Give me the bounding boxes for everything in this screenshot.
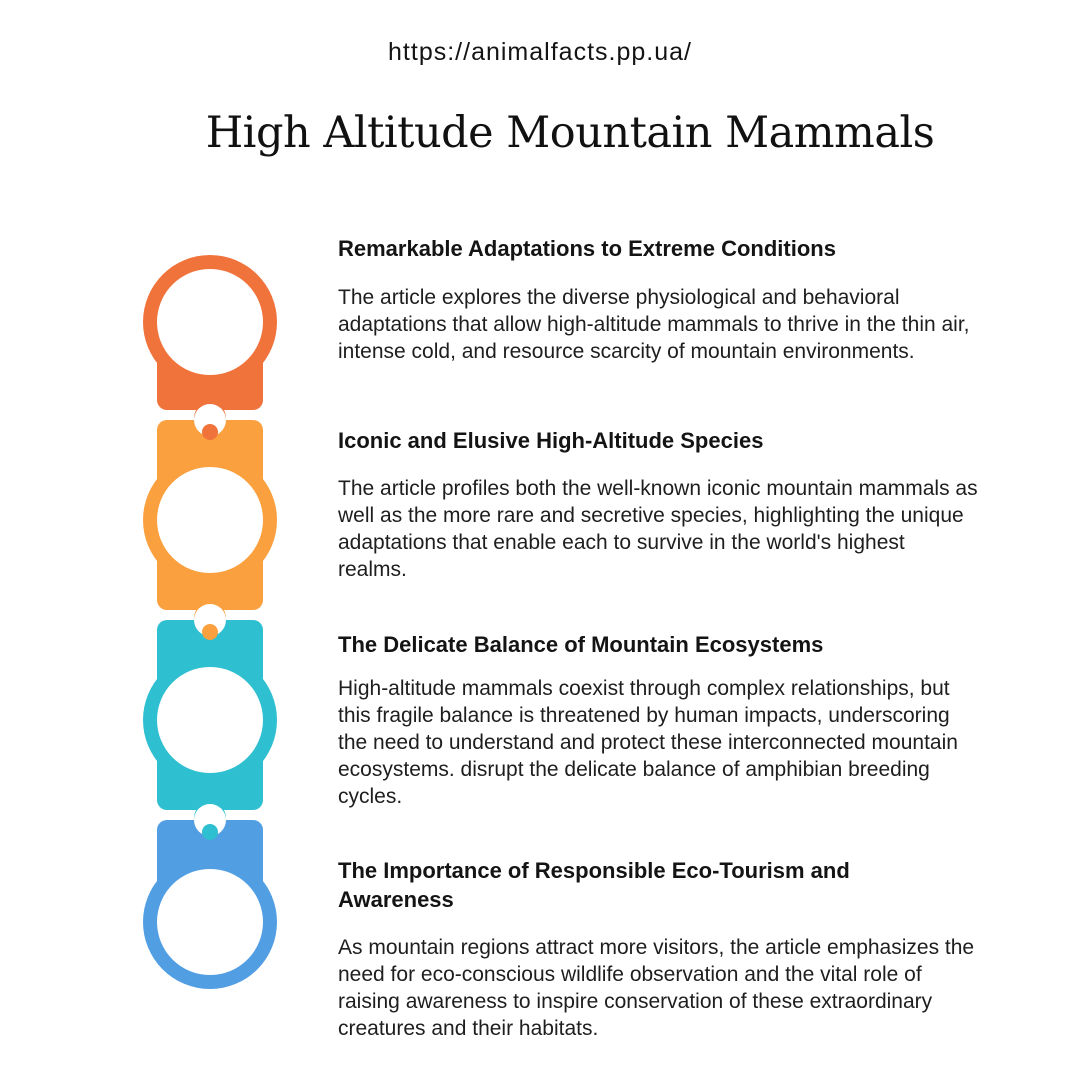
section-species [338, 426, 978, 583]
page-title: High Altitude Mountain Mammals [205, 108, 935, 158]
section-body: High-altitude mammals coexist through complex relationships, but this fragile balance is threatened by human impacts, underscoring the need to understand and protect these interconnected mountain ecosystems. disrupt the delicate balance of amphibian breeding cycles. [338, 677, 958, 808]
section-body: The article profiles both the well-known iconic mountain mammals as well as the more rare and secretive species, highlighting the unique adaptations that enable each to survive in the world's highest realms. [338, 477, 978, 581]
ring-hole-2 [157, 467, 263, 573]
section-heading: The Importance of Responsible Eco-Tourism and Awareness [338, 858, 850, 912]
section-heading: The Delicate Balance of Mountain Ecosystems [338, 632, 824, 657]
ring-hole-1 [157, 269, 263, 375]
section-body: The article explores the diverse physiological and behavioral adaptations that allow high-altitude mammals to thrive in the thin air, intense cold, and resource scarcity of mountain environments. [338, 286, 970, 363]
puzzle-piece-4 [143, 804, 277, 989]
ring-hole-3 [157, 667, 263, 773]
section-ecosystems [338, 630, 978, 810]
site-url: https://animalfacts.pp.ua/ [388, 38, 692, 66]
section-body: As mountain regions attract more visitors, the article emphasizes the need for eco-conscious wildlife observation and the vital role of raising awareness to inspire conservation of these extraordinary creatures and their habitats. [338, 936, 975, 1040]
section-adaptations [338, 234, 978, 365]
section-heading: Remarkable Adaptations to Extreme Conditions [338, 236, 836, 261]
section-heading: Iconic and Elusive High-Altitude Species [338, 428, 764, 453]
ring-hole-4 [157, 869, 263, 975]
section-eco-tourism [338, 856, 978, 1042]
